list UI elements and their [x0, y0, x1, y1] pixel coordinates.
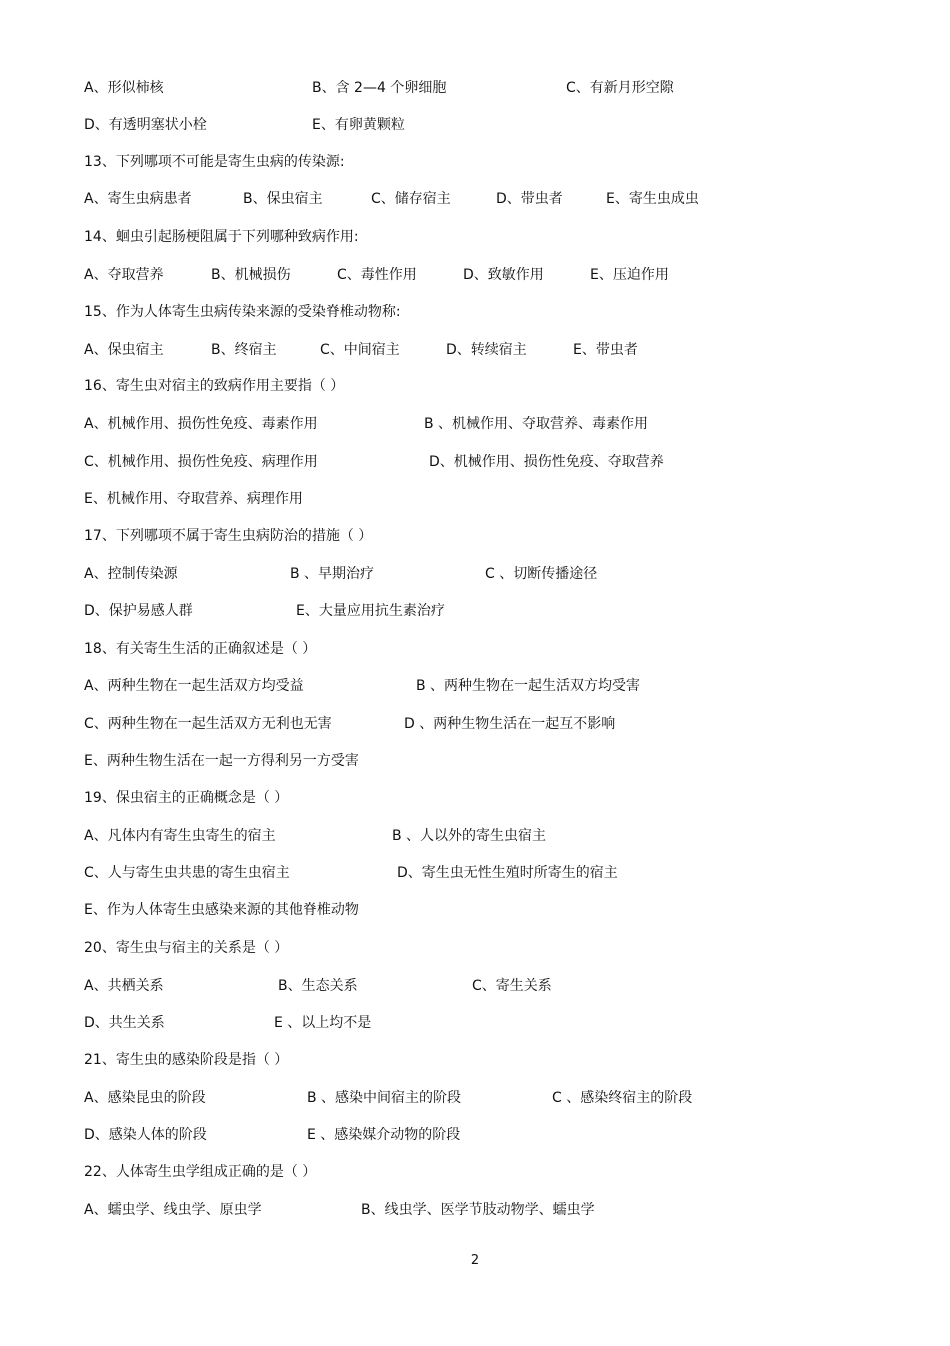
answer-option: C、寄生关系 [472, 978, 552, 994]
answer-option: E、寄生虫成虫 [606, 191, 699, 207]
answer-option: B、线虫学、医学节肢动物学、蠕虫学 [361, 1202, 595, 1218]
answer-option: A、形似柿核 [84, 80, 164, 96]
answer-option: E、大量应用抗生素治疗 [296, 603, 445, 619]
answer-option: B、机械损伤 [211, 267, 291, 283]
answer-option: A、凡体内有寄生虫寄生的宿主 [84, 828, 276, 844]
answer-option: A、蠕虫学、线虫学、原虫学 [84, 1202, 262, 1218]
answer-option: E、压迫作用 [590, 267, 669, 283]
question-text: 16、寄生虫对宿主的致病作用主要指（ ） [84, 378, 345, 394]
question-text: 21、寄生虫的感染阶段是指（ ） [84, 1052, 289, 1068]
answer-option: D、机械作用、损伤性免疫、夺取营养 [429, 454, 664, 470]
answer-option: A、感染昆虫的阶段 [84, 1090, 206, 1106]
answer-option: C、机械作用、损伤性免疫、病理作用 [84, 454, 318, 470]
page-number: 2 [470, 1253, 480, 1268]
question-text: 13、下列哪项不可能是寄生虫病的传染源: [84, 154, 345, 170]
answer-option: D、带虫者 [496, 191, 563, 207]
answer-option: E、有卵黄颗粒 [312, 117, 405, 133]
answer-option: D、有透明塞状小栓 [84, 117, 207, 133]
answer-option: E 、以上均不是 [274, 1015, 372, 1031]
question-text: 19、保虫宿主的正确概念是（ ） [84, 790, 289, 806]
answer-option: E 、感染媒介动物的阶段 [307, 1127, 461, 1143]
answer-option: A、保虫宿主 [84, 342, 164, 358]
question-text: 20、寄生虫与宿主的关系是（ ） [84, 940, 289, 956]
question-text: 22、人体寄生虫学组成正确的是（ ） [84, 1164, 317, 1180]
question-text: 17、下列哪项不属于寄生虫病防治的措施（ ） [84, 528, 373, 544]
answer-option: D、转续宿主 [446, 342, 527, 358]
question-text: 18、有关寄生生活的正确叙述是（ ） [84, 641, 317, 657]
answer-option: B 、人以外的寄生虫宿主 [392, 828, 547, 844]
answer-option: B、含 2—4 个卵细胞 [312, 80, 447, 96]
answer-option: D、共生关系 [84, 1015, 165, 1031]
answer-option: D、感染人体的阶段 [84, 1127, 207, 1143]
answer-option: B 、早期治疗 [290, 566, 375, 582]
question-text: 15、作为人体寄生虫病传染来源的受染脊椎动物称: [84, 304, 401, 320]
answer-option: C、储存宿主 [371, 191, 451, 207]
answer-option: A、机械作用、损伤性免疫、毒素作用 [84, 416, 318, 432]
answer-option: C、中间宿主 [320, 342, 400, 358]
answer-option: A、两种生物在一起生活双方均受益 [84, 678, 304, 694]
answer-option: C、毒性作用 [337, 267, 417, 283]
answer-option: D、寄生虫无性生殖时所寄生的宿主 [397, 865, 618, 881]
answer-option: D、保护易感人群 [84, 603, 193, 619]
answer-option: E、带虫者 [573, 342, 638, 358]
answer-option: B、生态关系 [278, 978, 358, 994]
answer-option: E、两种生物生活在一起一方得利另一方受害 [84, 753, 359, 769]
answer-option: E、机械作用、夺取营养、病理作用 [84, 491, 303, 507]
answer-option: C 、感染终宿主的阶段 [552, 1090, 693, 1106]
answer-option: B 、感染中间宿主的阶段 [307, 1090, 462, 1106]
question-text: 14、蛔虫引起肠梗阻属于下列哪种致病作用: [84, 229, 359, 245]
answer-option: D、致敏作用 [463, 267, 544, 283]
answer-option: C 、切断传播途径 [485, 566, 598, 582]
answer-option: A、夺取营养 [84, 267, 164, 283]
answer-option: B 、两种生物在一起生活双方均受害 [416, 678, 641, 694]
answer-option: B、保虫宿主 [243, 191, 323, 207]
answer-option: E、作为人体寄生虫感染来源的其他脊椎动物 [84, 902, 359, 918]
answer-option: B、终宿主 [211, 342, 277, 358]
answer-option: C、人与寄生虫共患的寄生虫宿主 [84, 865, 290, 881]
answer-option: C、有新月形空隙 [566, 80, 674, 96]
answer-option: B 、机械作用、夺取营养、毒素作用 [424, 416, 649, 432]
answer-option: C、两种生物在一起生活双方无利也无害 [84, 716, 332, 732]
answer-option: A、共栖关系 [84, 978, 164, 994]
answer-option: A、寄生虫病患者 [84, 191, 192, 207]
answer-option: D 、两种生物生活在一起互不影响 [404, 716, 616, 732]
answer-option: A、控制传染源 [84, 566, 178, 582]
